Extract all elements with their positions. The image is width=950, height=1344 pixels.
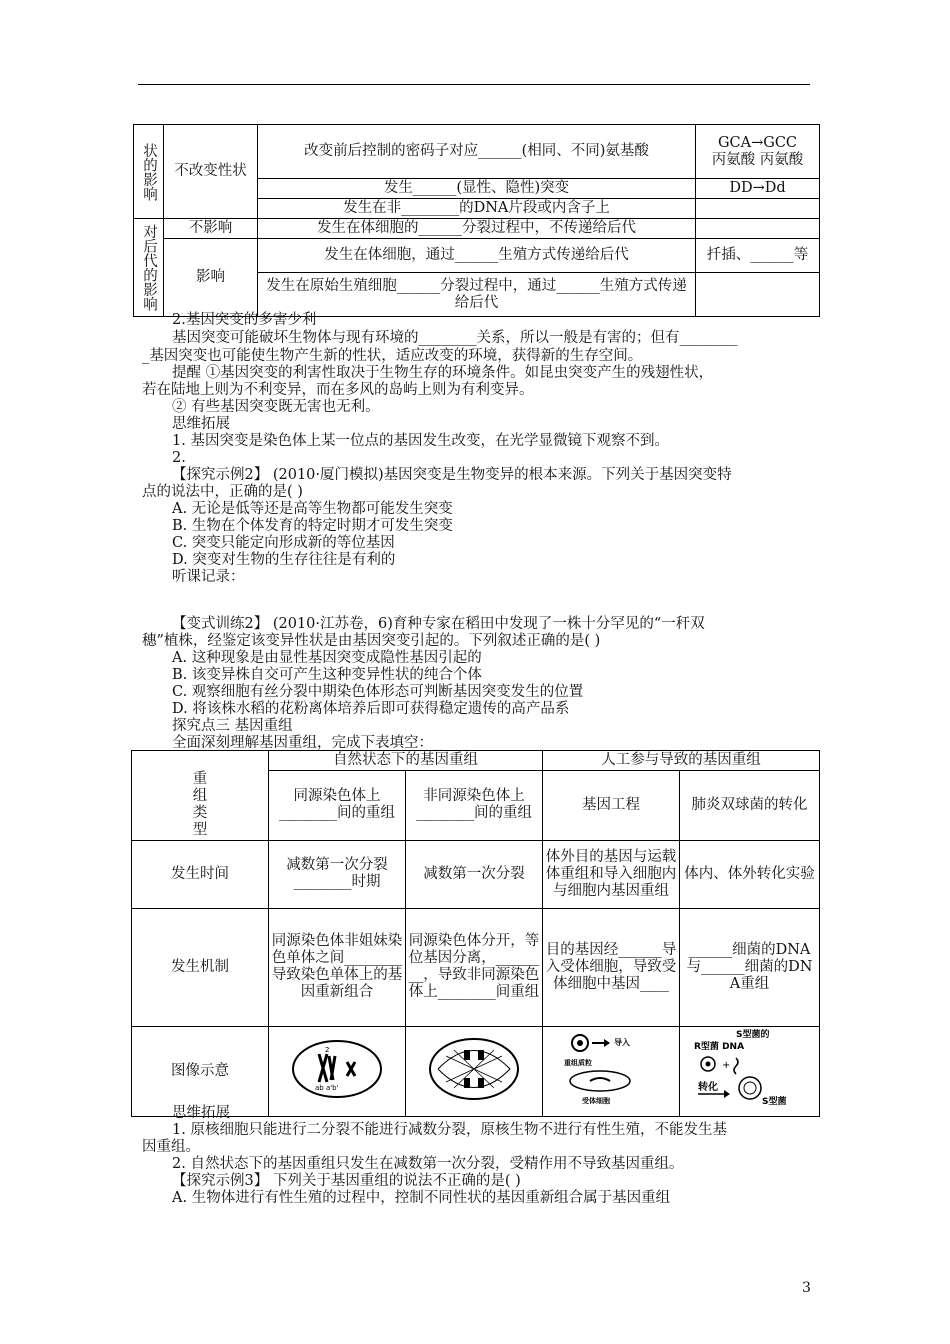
body-text: _基因突变也可能使生物产生新的性状，适应改变的环境，获得新的生存空间。	[142, 348, 643, 364]
label-import: 导入	[614, 1037, 630, 1047]
header-rule	[138, 84, 810, 85]
label-s-dna: S型菌的	[735, 1029, 769, 1040]
time-label: 发生时间	[132, 840, 269, 908]
type-genetic-engineering: 基因工程	[543, 771, 680, 841]
mutation-effects-table	[133, 124, 820, 317]
body-text: 因重组。	[142, 1139, 200, 1155]
body-text: 点的说法中，正确的是( )	[142, 484, 303, 500]
body-text: 若在陆地上则为不利变异，而在多风的岛屿上则为有利变异。	[142, 382, 534, 398]
row-header-offspring: 对后代的影响	[134, 219, 164, 317]
body-text: 1. 原核细胞只能进行二分裂不能进行减数分裂，原核生物不进行有性生殖，不能发生基	[172, 1122, 727, 1138]
body-text: 穗”植株，经鉴定该变异性状是由基因突变引起的。下列叙述正确的是( )	[142, 633, 601, 649]
mechanism-genetic-engineering: 目的基因经______导入受体细胞，导致受体细胞中基因____	[543, 908, 680, 1026]
recombination-table	[131, 750, 820, 1117]
header-natural: 自然状态下的基因重组	[269, 751, 543, 771]
example-question: 【探究示例3】 下列关于基因重组的说法不正确的是( )	[172, 1173, 521, 1189]
codon-example-bottom: 丙氨酸 丙氨酸	[711, 151, 804, 168]
reminder-text: 提醒 ①基因突变的利害性取决于生物生存的环境条件。如昆虫突变产生的残翅性状，	[172, 365, 714, 381]
somatic-asexual-cell: 发生在体细胞，通过______生殖方式传递给后代	[258, 239, 696, 273]
option-b: B. 该变异株自交可产生这种变异性状的纯合个体	[172, 667, 482, 683]
option-a: A. 无论是低等还是高等生物都可能发生突变	[172, 501, 453, 517]
codon-example-top: GCA→GCC	[717, 134, 798, 151]
option-d: D. 突变对生物的生存往往是有利的	[172, 552, 396, 568]
type-transformation: 肺炎双球菌的转化	[680, 771, 820, 841]
body-text: 基因突变可能破坏生物体与现有环境的________关系，所以一般是有害的；但有________	[172, 330, 738, 346]
section-title: 探究点三 基因重组	[172, 718, 293, 734]
somatic-asexual-example: 扦插、______等	[696, 239, 820, 273]
effect-label: 影响	[164, 239, 258, 317]
type-label-text: 重组类型	[192, 770, 208, 838]
type-homologous: 同源染色体上________间的重组	[269, 771, 406, 841]
somatic-no-effect-cell: 发生在体细胞的______分裂过程中，不传递给后代	[258, 219, 696, 239]
mechanism-homologous: 同源染色体非姐妹染色单体之间________导致染色单体上的基因重新组合	[269, 908, 406, 1026]
mechanism-transformation: ______细菌的DNA与______细菌的DNA重组	[680, 908, 820, 1026]
image-transformation	[680, 1026, 820, 1116]
label-s-strain: S型菌	[761, 1096, 786, 1107]
label-recipient-cell: 受体细胞	[582, 1096, 610, 1105]
corner-cell	[132, 751, 269, 771]
header-artificial: 人工参与导致的基因重组	[543, 751, 820, 771]
time-genetic-engineering: 体外目的基因与运载体重组和导入细胞内与细胞内基因重组	[543, 840, 680, 908]
mechanism-nonhomologous: 同源染色体分开，等位基因分离，________，导致非同源染色体上________间重组	[406, 908, 543, 1026]
crossover-diagram	[289, 1038, 385, 1100]
page-number: 3	[802, 1280, 811, 1296]
germline-example	[696, 273, 820, 317]
image-independent-assortment	[406, 1026, 543, 1116]
section-title: 2.基因突变的多害少利	[172, 312, 317, 328]
plasmid-transfer-diagram	[556, 1031, 666, 1107]
type-nonhomologous: 非同源染色体上________间的重组	[406, 771, 543, 841]
option-b: B. 生物在个体发育的特定时期才可发生突变	[172, 518, 453, 534]
option-c: C. 观察细胞有丝分裂中期染色体形态可判断基因突变发生的位置	[172, 684, 584, 700]
image-label: 图像示意	[132, 1026, 269, 1116]
body-text: 全面深刻理解基因重组，完成下表填空：	[172, 735, 433, 751]
label-transform: 转化	[697, 1081, 718, 1093]
transformation-diagram	[690, 1028, 810, 1110]
example-question: 【探究示例2】 (2010·厦门模拟)基因突变是生物变异的根本来源。下列关于基因突变特	[172, 467, 732, 483]
somatic-no-effect-example	[696, 219, 820, 239]
unchanged-trait-label: 不改变性状	[164, 125, 258, 219]
mechanism-label: 发生机制	[132, 908, 269, 1026]
body-text: ② 有些基因突变既无害也无利。	[172, 399, 380, 415]
svg-text:ab a'b': ab a'b'	[315, 1083, 339, 1092]
body-text: 1. 基因突变是染色体上某一位点的基因发生改变，在光学显微镜下观察不到。	[172, 433, 669, 449]
noncoding-cell: 发生在非________的DNA片段或内含子上	[258, 199, 696, 219]
subheading: 思维拓展	[172, 1105, 230, 1121]
label-r-dna: R型菌 DNA	[693, 1041, 744, 1052]
time-transformation: 体内、体外转化实验	[680, 840, 820, 908]
row-header-trait: 状的影响	[134, 125, 164, 219]
option-d: D. 将该株水稻的花粉离体培养后即可获得稳定遗传的高产品系	[172, 701, 570, 717]
dominance-example: DD→Dd	[696, 179, 820, 199]
type-label	[132, 771, 269, 841]
codon-example	[696, 125, 820, 179]
time-nonhomologous: 减数第一次分裂	[406, 840, 543, 908]
svg-text:+: +	[721, 1059, 730, 1071]
meiosis-spindle-diagram	[424, 1036, 524, 1102]
noncoding-example	[696, 199, 820, 219]
body-text: 2. 自然状态下的基因重组只发生在减数第一次分裂，受精作用不导致基因重组。	[172, 1156, 684, 1172]
variant-question: 【变式训练2】 (2010·江苏卷，6)育种专家在稻田中发现了一株十分罕见的“一秆双	[172, 616, 705, 632]
option-a: A. 这种现象是由显性基因突变成隐性基因引起的	[172, 650, 482, 666]
image-crossover	[269, 1026, 406, 1116]
time-homologous: 减数第一次分裂________时期	[269, 840, 406, 908]
label-recombinant-plasmid: 重组质粒	[564, 1058, 592, 1067]
subheading: 思维拓展	[172, 416, 230, 432]
germline-cell: 发生在原始生殖细胞______分裂过程中，通过______生殖方式传递给后代	[258, 273, 696, 317]
image-genetic-engineering	[543, 1026, 680, 1116]
svg-text:2: 2	[325, 1045, 330, 1054]
option-c: C. 突变只能定向形成新的等位基因	[172, 535, 395, 551]
notes-label: 听课记录：	[172, 569, 245, 585]
no-effect-label: 不影响	[164, 219, 258, 239]
codon-cell: 改变前后控制的密码子对应______(相同、不同)氨基酸	[258, 125, 696, 179]
body-text: 2.	[172, 450, 186, 466]
dominance-cell: 发生______(显性、隐性)突变	[258, 179, 696, 199]
option-a: A. 生物体进行有性生殖的过程中，控制不同性状的基因重新组合属于基因重组	[172, 1190, 671, 1206]
